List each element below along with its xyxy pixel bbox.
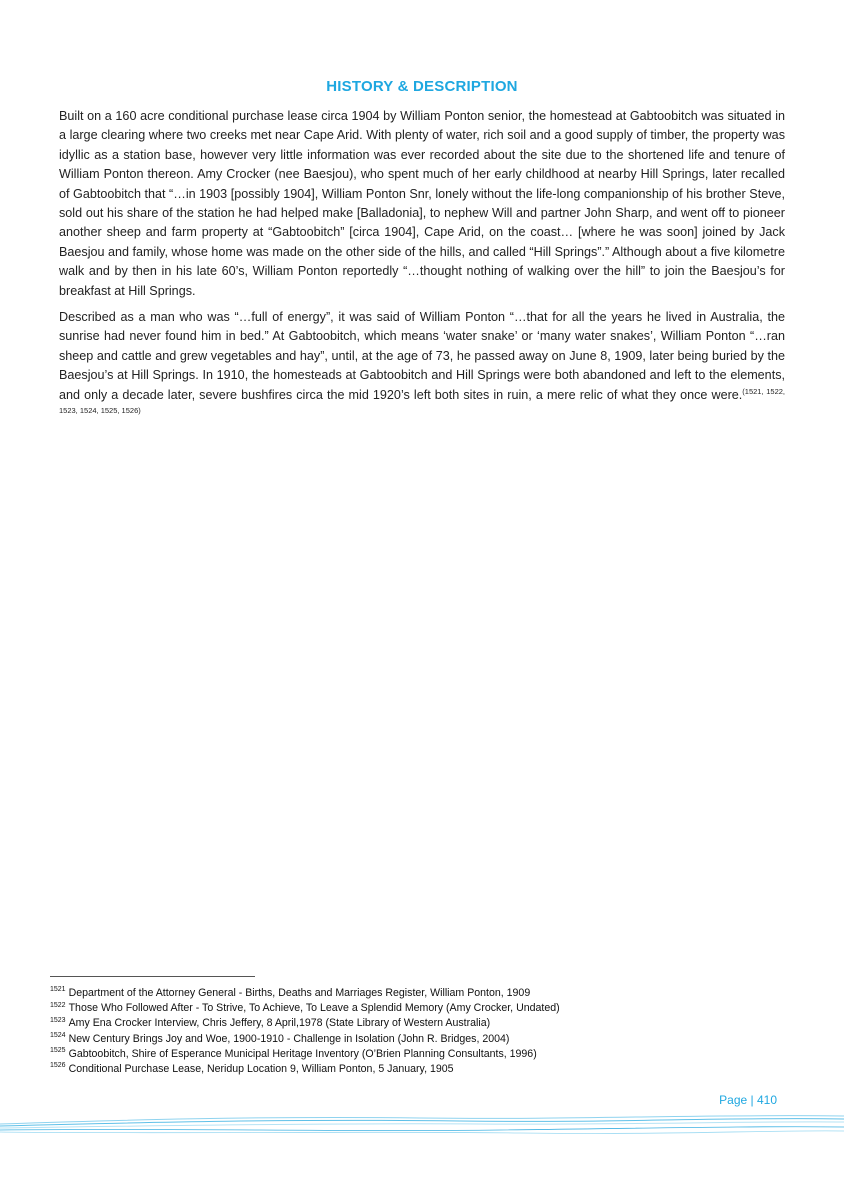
footnote-text: Department of the Attorney General - Births, Deaths and Marriages Register, William Ponton, 1909 (68, 987, 531, 999)
footnote (50, 1032, 790, 1047)
footnotes-list (50, 986, 790, 1077)
section-heading: HISTORY & DESCRIPTION (326, 78, 518, 95)
footnote (50, 1062, 790, 1077)
paragraph-2 (59, 308, 785, 424)
footnote-number: 1521 (50, 986, 66, 994)
footnote-number: 1525 (50, 1047, 66, 1055)
footnote-text: New Century Brings Joy and Woe, 1900-1910 - Challenge in Isolation (John R. Bridges, 2004) (68, 1032, 510, 1045)
footnote-text: Those Who Followed After - To Strive, To Achieve, To Leave a Splendid Memory (Amy Crocker, Undated) (68, 1002, 560, 1015)
footnote (50, 1047, 790, 1062)
footnote-text: Conditional Purchase Lease, Neridup Location 9, William Ponton, 5 January, 1905 (68, 1063, 454, 1076)
body-text (59, 107, 785, 432)
footnote (50, 986, 790, 1001)
footnote-divider (50, 976, 255, 977)
footnote-number: 1524 (50, 1032, 66, 1040)
paragraph-1-text: Built on a 160 acre conditional purchase lease circa 1904 by William Ponton senior, the homestead at Gabtoobitch was situated in a large clearing where two creeks met near Cape Arid. With plenty of water, rich soil and a good supply of timber, the property was idyllic as a station base, however very little information was ever recorded about the site due to the shortened life and tenure of William Ponton thereon. Amy Crocker (nee Baesjou), who spent much of her early childhood at nearby Hill Springs, later recalled of Gabtoobitch that “…in 1903 [possibly 1904], William Ponton Snr, lonely without the life-long companionship of his brother Steve, sold out his share of the station he had helped make [Balladonia], to nephew Will and partner John Sharp, and went off to pioneer another sheep and farm property at “Gabtoobitch” [circa 1904], Cape Arid, on the coast… [where he was soon] joined by Jack Baesjou and family, whose home was made on the other side of the hills, and called “Hill Springs”.” Although about a five kilometre walk and by then in his late 60’s, William Ponton reportedly “…thought nothing of walking over the hill” to join the Baesjou’s for breakfast at Hill Springs. (59, 109, 785, 298)
paragraph-1 (59, 107, 785, 301)
footnote-number: 1526 (50, 1062, 66, 1070)
footer-wave-decoration (0, 1110, 844, 1140)
footnote-text: Amy Ena Crocker Interview, Chris Jeffery, 8 April,1978 (State Library of Western Australia) (68, 1017, 491, 1030)
footnote-number: 1523 (50, 1016, 66, 1024)
page-number: Page | 410 (719, 1093, 777, 1107)
footnote (50, 1001, 790, 1016)
footnote-text: Gabtoobitch, Shire of Esperance Municipal Heritage Inventory (O’Brien Planning Consultants, 1996) (68, 1047, 537, 1060)
paragraph-2-text: Described as a man who was “…full of energy”, it was said of William Ponton “…that for all the years he lived in Australia, the sunrise had never found him in bed.” At Gabtoobitch, which means ‘water snake’ or ‘many water snakes’, William Ponton “…ran sheep and cattle and grew vegetables and hay”, until, at the age of 73, he passed away on June 8, 1909, later being buried by the Baesjou’s at Hill Springs. In 1910, the homesteads at Gabtoobitch and Hill Springs were both abandoned and left to the elements, and only a decade later, severe bushfires circa the mid 1920’s left both sites in ruin, a mere relic of what they once were. (59, 310, 785, 402)
footnote-number: 1522 (50, 1001, 66, 1009)
footnote (50, 1016, 790, 1031)
citation-superscript: (1521, 1522, 1523, 1524, 1525, 1526) (59, 386, 785, 415)
